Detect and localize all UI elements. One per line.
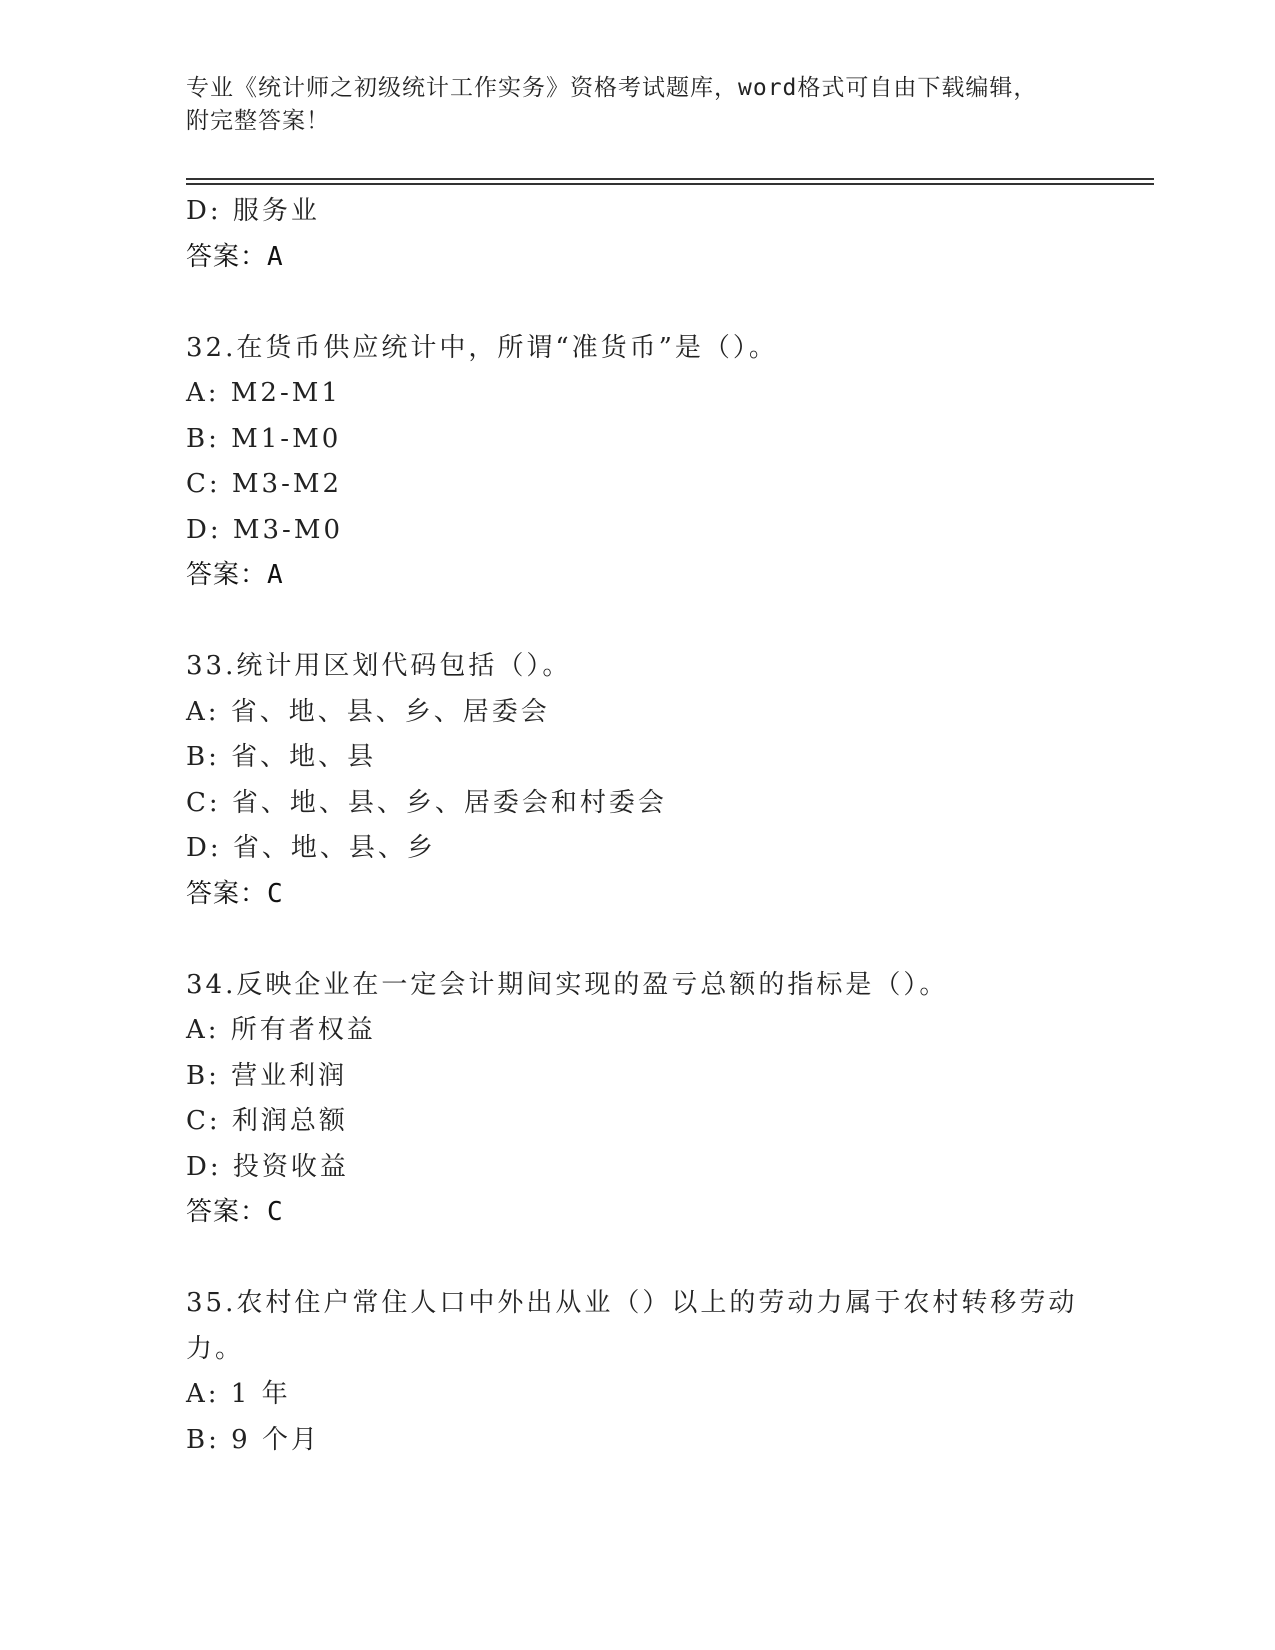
- option-d-previous: D: 服务业: [186, 196, 320, 226]
- spacer: [186, 280, 1086, 326]
- header-divider-top: [186, 178, 1154, 180]
- spacer: [186, 917, 1086, 963]
- question-32-option-d: D: M3-M0: [186, 514, 343, 545]
- question-33-option-a: A: 省、地、县、乡、居委会: [186, 696, 550, 727]
- question-34-option-d: D: 投资收益: [186, 1151, 349, 1182]
- question-32-option-c: C: M3-M2: [186, 469, 343, 499]
- document-header: [186, 72, 1066, 138]
- question-32-answer: 答案：A: [186, 560, 284, 590]
- spacer: [186, 599, 1086, 645]
- question-33-answer: 答案：C: [186, 878, 284, 909]
- question-32-option-b: B: M1-M0: [186, 423, 342, 454]
- question-35-text-line-2: 力。: [186, 1333, 245, 1364]
- header-line-1: 专业《统计师之初级统计工作实务》资格考试题库，word格式可自由下载编辑，: [186, 75, 1038, 101]
- question-32-text: 32.在货币供应统计中，所谓“准货币”是（）。: [186, 332, 778, 363]
- question-33-text: 33.统计用区划代码包括（）。: [186, 651, 572, 681]
- question-35-text-line-1: 35.农村住户常住人口中外出从业（）以上的劳动力属于农村转移劳动: [186, 1288, 1078, 1318]
- question-34: [186, 963, 1086, 1236]
- spacer: [186, 1236, 1086, 1282]
- question-35-option-b: B: 9 个月: [186, 1424, 320, 1455]
- question-34-option-a: A: 所有者权益: [186, 1015, 376, 1045]
- question-33: [186, 644, 1086, 917]
- question-34-option-b: B: 营业利润: [186, 1060, 348, 1091]
- question-35: [186, 1281, 1086, 1463]
- question-35-option-a: A: 1 年: [186, 1379, 291, 1409]
- question-32: [186, 326, 1086, 599]
- question-list: [186, 189, 1086, 1463]
- question-32-option-a: A: M2-M1: [186, 378, 341, 408]
- question-34-text: 34.反映企业在一定会计期间实现的盈亏总额的指标是（）。: [186, 969, 949, 1000]
- header-line-2: 附完整答案！: [186, 108, 330, 134]
- question-34-answer: 答案：C: [186, 1197, 284, 1227]
- question-34-option-c: C: 利润总额: [186, 1106, 348, 1136]
- header-divider-bottom: [186, 183, 1154, 185]
- question-33-option-d: D: 省、地、县、乡: [186, 833, 436, 863]
- question-33-option-b: B: 省、地、县: [186, 742, 377, 772]
- answer-previous: 答案：A: [186, 241, 284, 272]
- question-33-option-c: C: 省、地、县、乡、居委会和村委会: [186, 787, 667, 818]
